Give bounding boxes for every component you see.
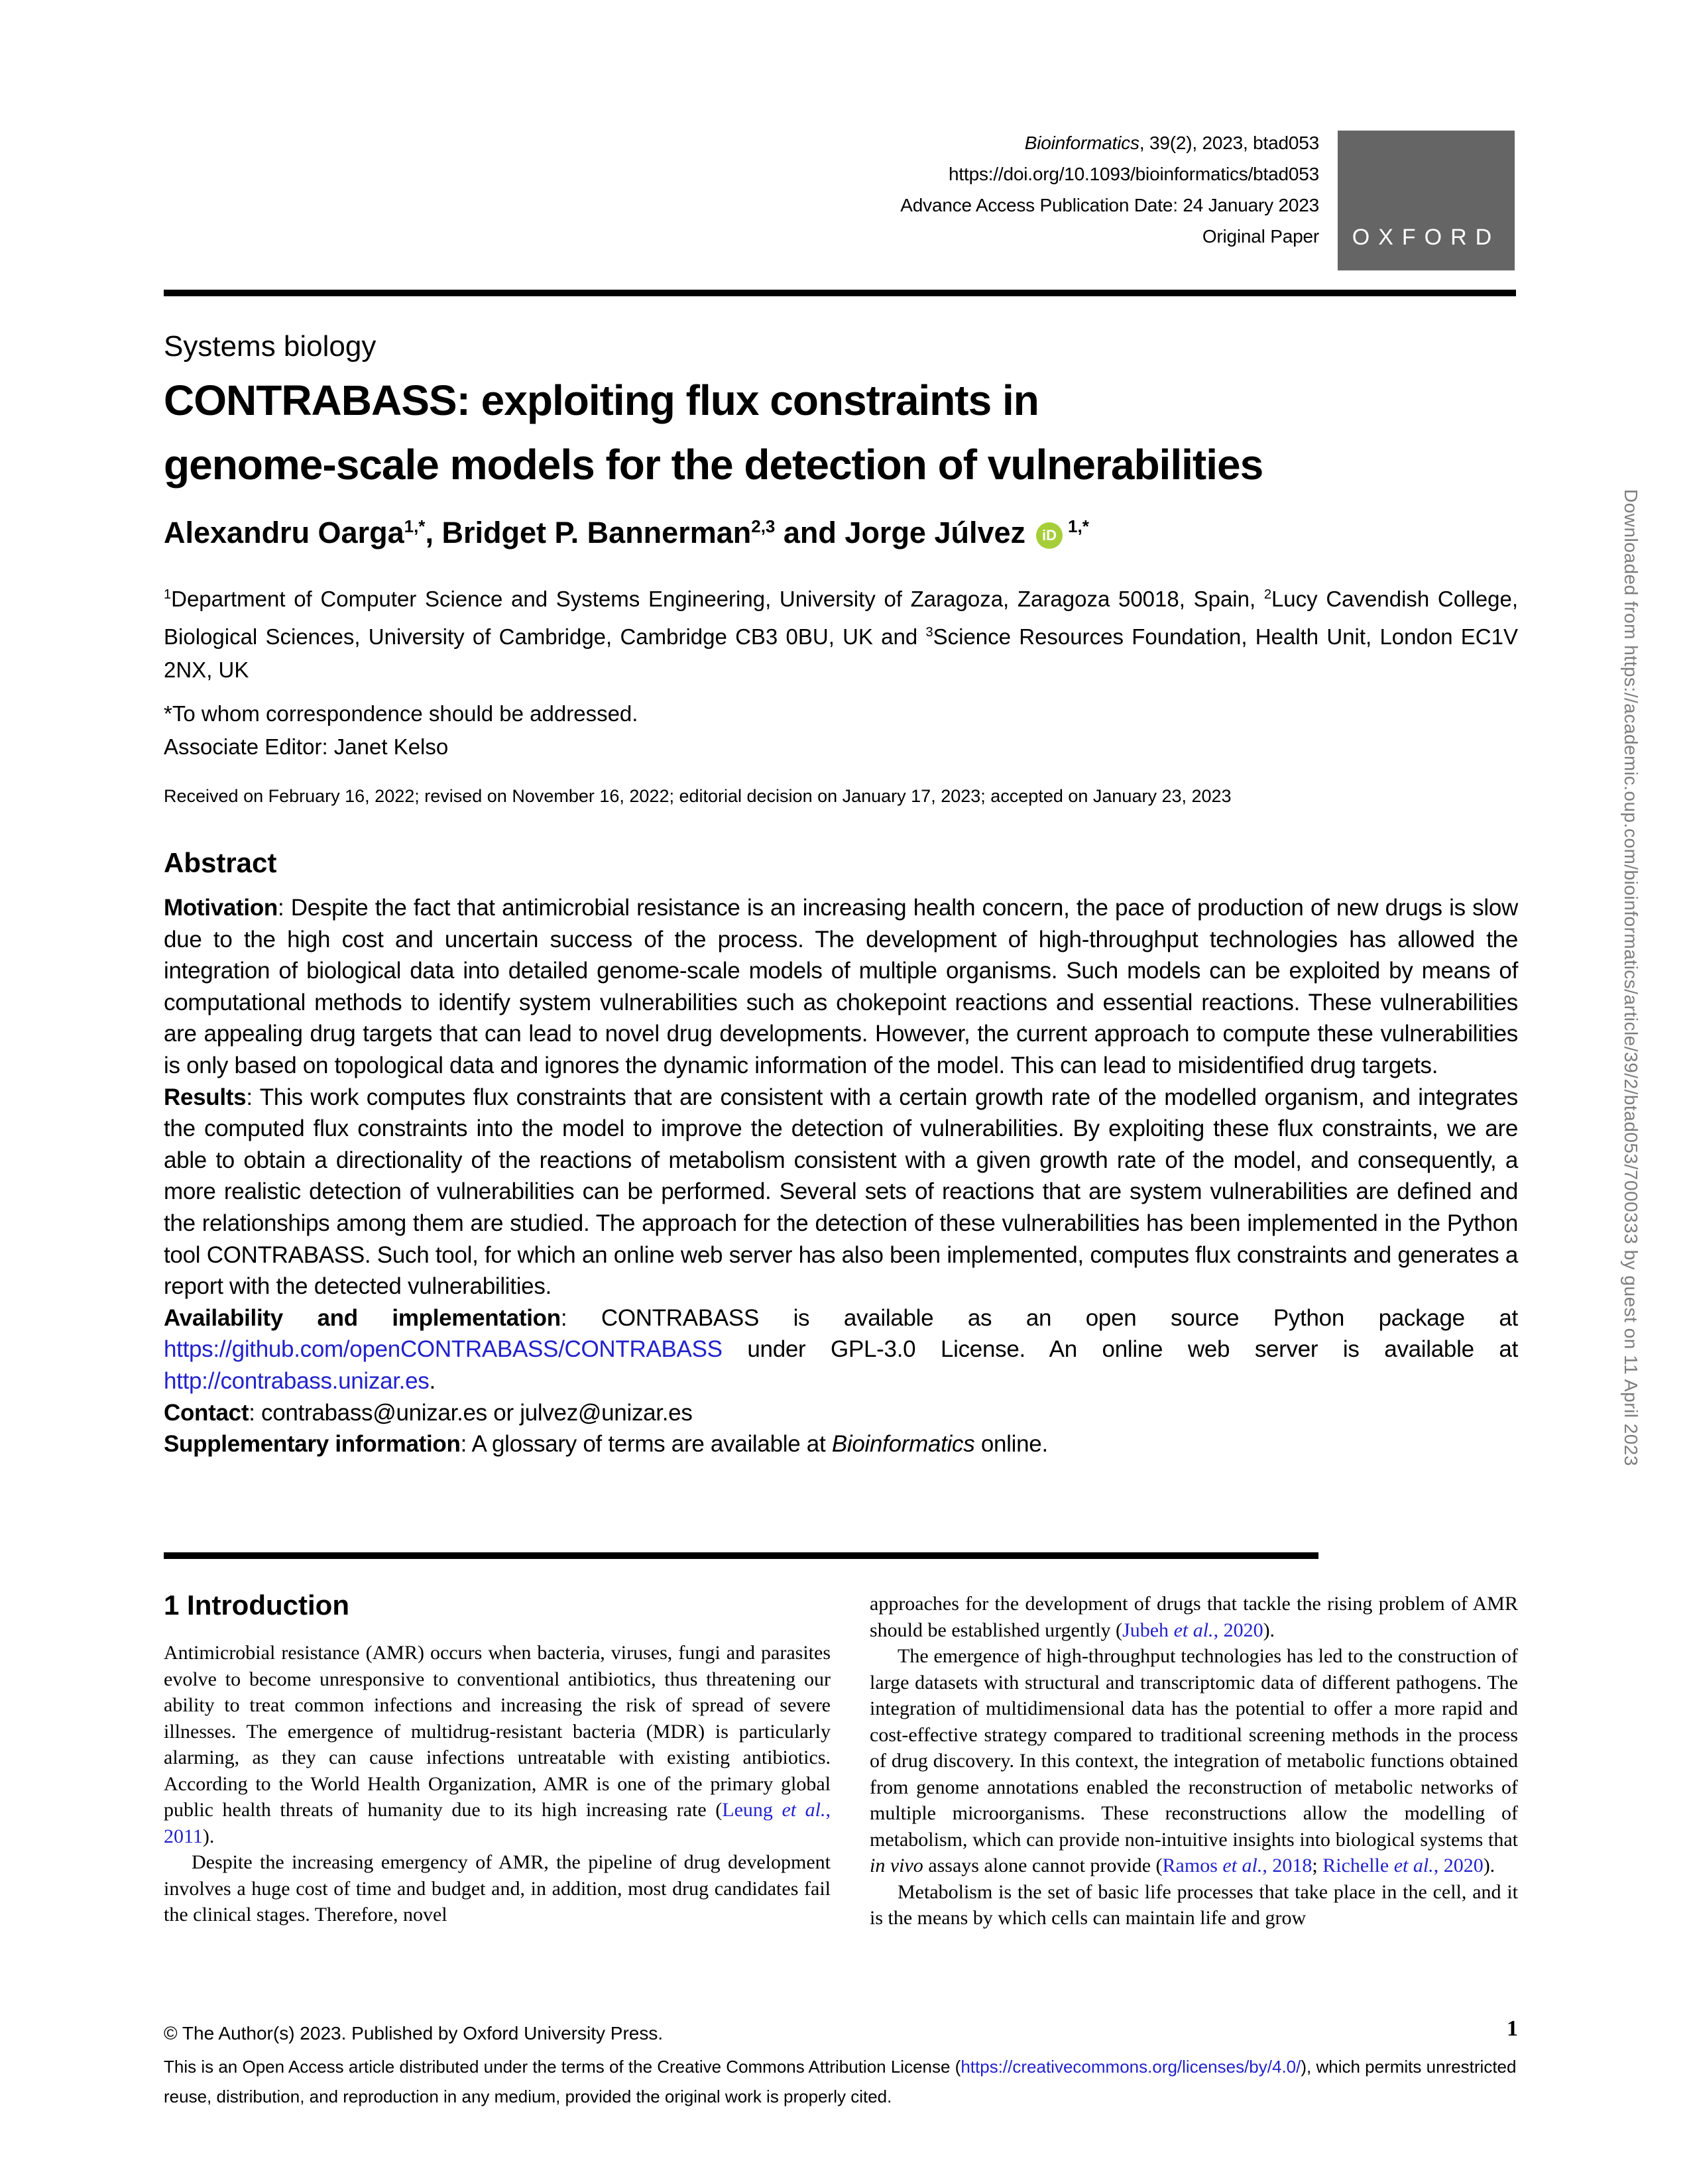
intro-paragraph-4: Metabolism is the set of basic life processes that take place in the cell, and it is the means by which cells can maintain life and grow bbox=[870, 1880, 1518, 1929]
intro-paragraph-2-continued bbox=[870, 1591, 1518, 1643]
abstract-availability-paragraph bbox=[164, 1302, 1518, 1397]
citation-year: , 2020 bbox=[1433, 1855, 1484, 1876]
authors-line bbox=[164, 516, 1089, 550]
license-text-2: ), which permits unrestricted reuse, distribution, and reproduction in any medium, provided the original work is properly cited. bbox=[164, 2057, 1517, 2106]
citation-year: , 2018 bbox=[1262, 1855, 1312, 1876]
journal-name: Bioinformatics bbox=[1024, 133, 1139, 153]
intro-rp2-text-2: assays alone cannot provide ( bbox=[923, 1855, 1163, 1876]
citation-jubeh-2020[interactable] bbox=[1122, 1619, 1263, 1641]
paper-type-label: Original Paper bbox=[1202, 226, 1319, 247]
intro-paragraph-1 bbox=[164, 1640, 831, 1849]
abstract-heading: Abstract bbox=[164, 847, 277, 878]
associate-editor-note: Associate Editor: Janet Kelso bbox=[164, 734, 449, 759]
author-2-superscript: 2,3 bbox=[751, 516, 776, 536]
in-vivo-italic: in vivo bbox=[870, 1855, 923, 1876]
results-label: Results bbox=[164, 1084, 247, 1110]
citation-text: Ramos bbox=[1162, 1855, 1223, 1876]
author-separator-2: and bbox=[775, 516, 845, 549]
abstract-contact-paragraph bbox=[164, 1397, 1518, 1429]
results-text: : This work computes flux constraints that are consistent with a certain growth rate of the modelled organism, and integrates the computed flux constraints into the model to improve the detection of vulnerabilities. By exploiting these flux constraints, we are able to obtain a directionality of the reactions of metabolism consistent with a given growth rate of the model, and consequently, a more realistic detection of vulnerabilities can be performed. Several sets of reactions that are system vulnerabilities are defined and the relationships among them are studied. The approach for the detection of these vulnerabilities has been implemented in the Python tool CONTRABASS. Such tool, for which an online web server has also been implemented, computes flux constraints and generates a report with the detected vulnerabilities. bbox=[164, 1084, 1518, 1300]
intro-paragraph-2: Despite the increasing emergency of AMR, the pipeline of drug development involves a huge cost of time and budget and, in addition, most drug candidates fail the clinical stages. Therefore, novel bbox=[164, 1851, 831, 1925]
journal-section-label: Systems biology bbox=[164, 330, 377, 363]
citation-text: Jubeh bbox=[1122, 1619, 1174, 1641]
footer-license bbox=[164, 2052, 1518, 2112]
citation-etal: et al. bbox=[1393, 1855, 1434, 1876]
advance-access-line: Advance Access Publication Date: 24 January 2023 bbox=[900, 195, 1319, 215]
author-separator-1: , bbox=[425, 516, 442, 549]
availability-text-3: . bbox=[429, 1367, 436, 1394]
citation-text: Richelle bbox=[1322, 1855, 1394, 1876]
abstract-bottom-rule bbox=[164, 1552, 1318, 1559]
correspondence-note: *To whom correspondence should be addressed. bbox=[164, 701, 638, 726]
abstract-results-paragraph bbox=[164, 1082, 1518, 1302]
citation-ramos-2018[interactable] bbox=[1163, 1855, 1312, 1876]
intro-rp2-text-1: The emergence of high-throughput technologies has led to the construction of large datasets with structural and transcriptomic data of different pathogens. The integration of multidimensional data has the potential to offer a more rapid and cost-effective strategy compared to traditional screening methods in the process of drug discovery. In this context, the integration of metabolic functions obtained from genome annotations enabled the reconstruction of metabolic networks of multiple microorganisms. These reconstructions allow the modelling of metabolism, which can provide non-intuitive insights into biological systems that bbox=[870, 1645, 1518, 1851]
doi-line: https://doi.org/10.1093/bioinformatics/btad053 bbox=[949, 164, 1319, 184]
author-1: Alexandru Oarga bbox=[164, 516, 404, 549]
citation-etal: et al. bbox=[1173, 1619, 1214, 1641]
cc-license-link[interactable]: https://creativecommons.org/licenses/by/4.0/ bbox=[961, 2057, 1301, 2077]
license-text-1: This is an Open Access article distributed under the terms of the Creative Commons Attribution License ( bbox=[164, 2057, 961, 2077]
webserver-link[interactable]: http://contrabass.unizar.es bbox=[164, 1367, 430, 1394]
citation-year: , 2011 bbox=[164, 1799, 831, 1847]
affiliations bbox=[164, 578, 1518, 687]
intro-rp1-text-1: approaches for the development of drugs that tackle the rising problem of AMR should be established urgently ( bbox=[870, 1593, 1518, 1641]
footer-copyright: © The Author(s) 2023. Published by Oxford University Press. bbox=[164, 2023, 664, 2043]
availability-text-2: under GPL-3.0 License. An online web server is available at bbox=[722, 1336, 1518, 1363]
supplementary-label: Supplementary information bbox=[164, 1431, 461, 1458]
affiliation-2-text: Lucy Cavendish College, Biological Sciences, University of Cambridge, Cambridge CB3 0BU, UK and bbox=[164, 587, 1519, 649]
title-line-1: CONTRABASS: exploiting flux constraints in bbox=[164, 376, 1039, 424]
journal-header-info bbox=[900, 127, 1319, 252]
abstract-body bbox=[164, 892, 1518, 1460]
intro-rp1-text-2: ). bbox=[1263, 1619, 1275, 1641]
article-title bbox=[164, 369, 1263, 497]
title-line-2: genome-scale models for the detection of vulnerabilities bbox=[164, 441, 1263, 489]
availability-label: Availability and implementation bbox=[164, 1304, 561, 1331]
header-rule bbox=[164, 290, 1516, 296]
motivation-label: Motivation bbox=[164, 895, 278, 921]
abstract-motivation-paragraph bbox=[164, 892, 1518, 1082]
author-3: Jorge Júlvez bbox=[845, 516, 1026, 549]
journal-issue: , 39(2), 2023, btad053 bbox=[1139, 133, 1319, 153]
motivation-text: : Despite the fact that antimicrobial resistance is an increasing health concern, the pace of production of new drugs is slow due to the high cost and uncertain success of the process. The development of high-throughput technologies has allowed the integration of biological data into detailed genome-scale models of multiple organisms. Such models can be exploited by means of computational methods to identify system vulnerabilities such as chokepoint reactions and essential reactions. These vulnerabilities are appealing drug targets that can lead to novel drug developments. However, the current approach to compute these vulnerabilities is only based on topological data and ignores the dynamic information of the model. This can lead to misidentified drug targets. bbox=[164, 895, 1518, 1078]
contact-text: : contrabass@unizar.es or julvez@unizar.es bbox=[249, 1399, 693, 1426]
citation-richelle-2020[interactable] bbox=[1322, 1855, 1483, 1876]
intro-right-column bbox=[870, 1591, 1518, 1931]
page-number: 1 bbox=[1507, 2016, 1518, 2041]
intro-rp2-text-3: ). bbox=[1483, 1855, 1495, 1876]
supplementary-text-1: : A glossary of terms are available at bbox=[460, 1431, 832, 1458]
citation-etal: et al. bbox=[782, 1799, 826, 1821]
citation-separator: ; bbox=[1312, 1855, 1323, 1876]
contact-label: Contact bbox=[164, 1399, 249, 1426]
introduction-heading: 1 Introduction bbox=[164, 1589, 349, 1621]
affiliation-1-marker: 1 bbox=[164, 587, 172, 602]
availability-text-1: : CONTRABASS is available as an open source Python package at bbox=[560, 1304, 1518, 1331]
author-3-superscript: 1,* bbox=[1068, 516, 1089, 536]
author-2: Bridget P. Bannerman bbox=[441, 516, 752, 549]
citation-year: , 2020 bbox=[1213, 1619, 1263, 1641]
affiliation-3-text: Science Resources Foundation, Health Unit, London EC1V 2NX, UK bbox=[164, 624, 1519, 682]
oxford-logo-text: OXFORD bbox=[1352, 225, 1501, 250]
intro-p1-text-1: Antimicrobial resistance (AMR) occurs when bacteria, viruses, fungi and parasites evolve to become unresponsive to conventional antibiotics, thus threatening our ability to treat common infections and increasing the risk of spread of severe illnesses. The emergence of multidrug-resistant bacteria (MDR) is particularly alarming, as they can cause infections untreatable with existing antibiotics. According to the World Health Organization, AMR is one of the primary global public health threats of humanity due to its high increasing rate ( bbox=[164, 1642, 831, 1821]
github-repo-link[interactable]: https://github.com/openCONTRABASS/CONTRABASS bbox=[164, 1336, 723, 1363]
oxford-logo bbox=[1338, 131, 1515, 270]
download-watermark: Downloaded from https://academic.oup.com/bioinformatics/article/39/2/btad053/7000333 by guest on 11 April 2023 bbox=[1621, 489, 1641, 1467]
citation-text: Leung bbox=[722, 1799, 782, 1821]
affiliation-3-marker: 3 bbox=[925, 625, 933, 640]
intro-left-column bbox=[164, 1640, 831, 1928]
citation-etal: et al. bbox=[1222, 1855, 1263, 1876]
supplementary-text-2: online. bbox=[974, 1431, 1048, 1458]
received-dates-line: Received on February 16, 2022; revised on November 16, 2022; editorial decision on January 17, 2023; accepted on January 23, 2023 bbox=[164, 786, 1232, 806]
intro-paragraph-3 bbox=[870, 1643, 1518, 1879]
affiliation-2-marker: 2 bbox=[1263, 587, 1271, 602]
author-1-superscript: 1,* bbox=[404, 516, 426, 536]
abstract-supplementary-paragraph bbox=[164, 1428, 1518, 1460]
intro-p1-text-2: ). bbox=[202, 1825, 215, 1847]
journal-citation-line bbox=[900, 127, 1319, 158]
supplementary-journal-name: Bioinformatics bbox=[831, 1431, 975, 1458]
orcid-icon[interactable]: iD bbox=[1036, 522, 1063, 549]
affiliation-1-text: Department of Computer Science and Systems Engineering, University of Zaragoza, Zaragoza 50018, Spain, bbox=[171, 587, 1264, 611]
